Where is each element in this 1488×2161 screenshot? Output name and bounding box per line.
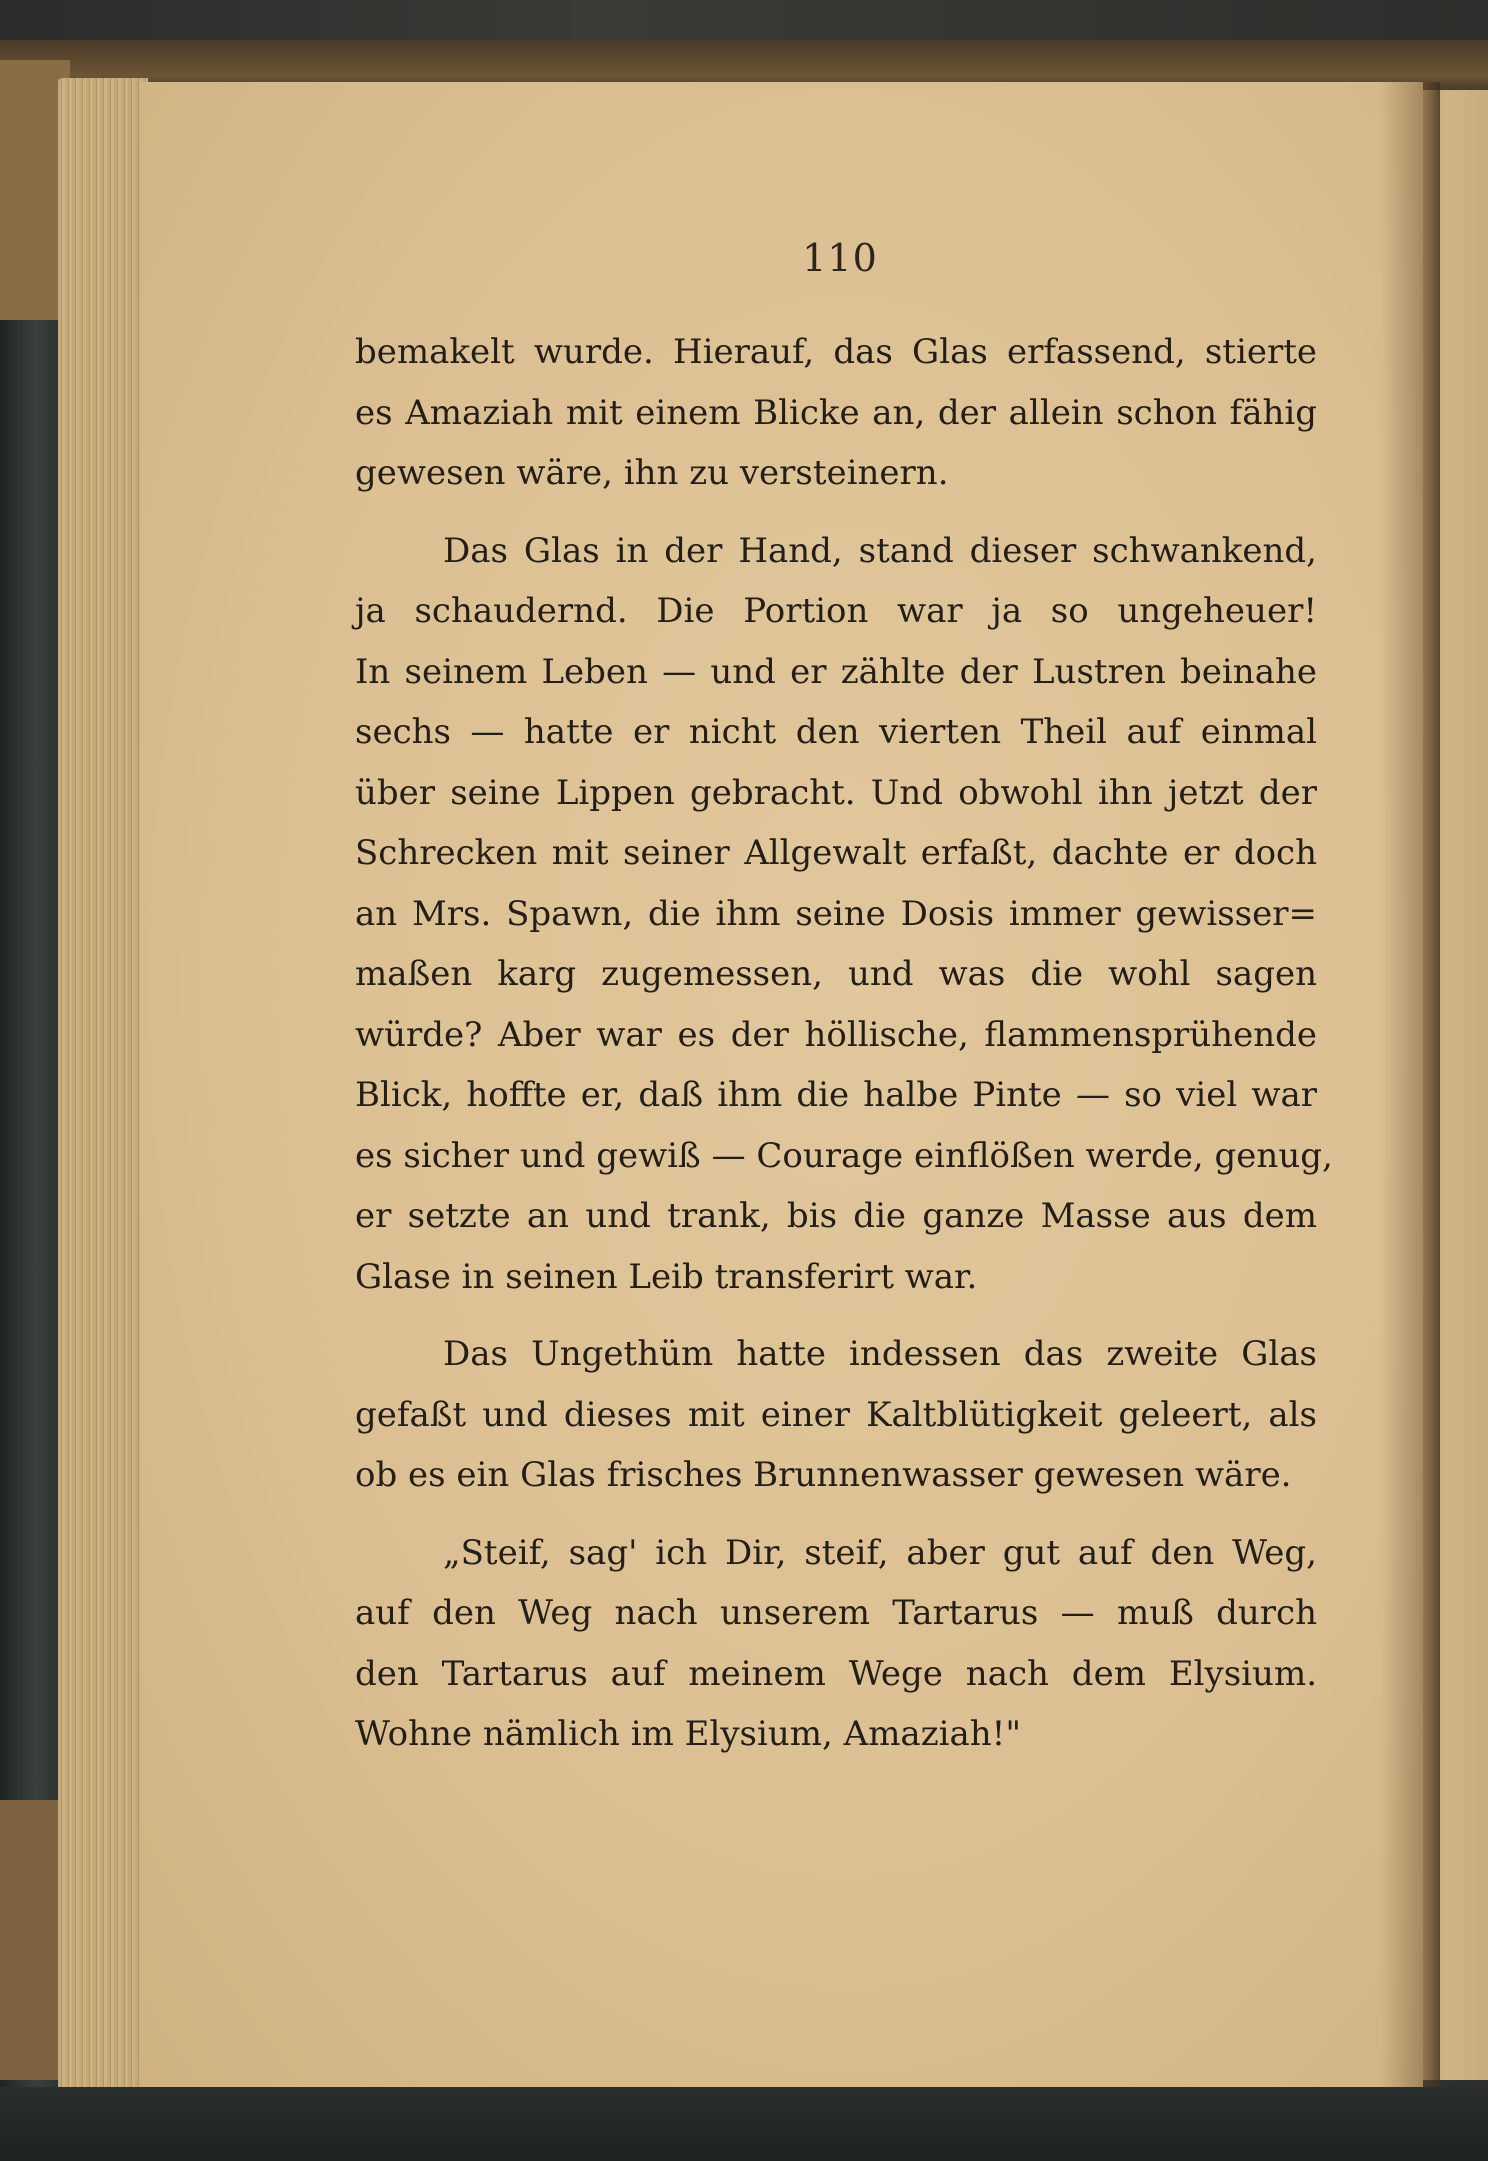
- text-line: Blick, hoffte er, daß ihm die halbe Pinte — so viel war: [355, 1075, 1317, 1115]
- text-line: Das Glas in der Hand, stand dieser schwankend,: [443, 530, 1317, 571]
- text-line: er setzte an und trank, bis die ganze Masse aus dem: [355, 1196, 1317, 1236]
- text-line: bemakelt wurde. Hierauf, das Glas erfassend, stierte: [355, 332, 1317, 372]
- text-line: es sicher und gewiß — Courage einflößen werde, genug,: [355, 1135, 1333, 1176]
- text-line: gefaßt und dieses mit einer Kaltblütigkeit geleert, als: [355, 1394, 1317, 1435]
- text-line: sechs — hatte er nicht den vierten Theil auf einmal: [355, 712, 1317, 752]
- gutter-shadow: [1380, 82, 1440, 2087]
- page-number: 110: [802, 236, 878, 280]
- text-line: gewesen wäre, ihn zu versteinern.: [355, 453, 949, 493]
- text-line: Das Ungethüm hatte indessen das zweite Glas: [443, 1334, 1317, 1374]
- text-line: maßen karg zugemessen, und was die wohl sagen: [355, 954, 1317, 994]
- text-line: den Tartarus auf meinem Wege nach dem Elysium.: [355, 1653, 1317, 1694]
- text-line: Glase in seinen Leib transferirt war.: [355, 1256, 978, 1297]
- text-line: „Steif, sag' ich Dir, steif, aber gut auf den Weg,: [443, 1532, 1317, 1573]
- paragraph-gap: [355, 1506, 1317, 1523]
- text-line: ob es ein Glas frisches Brunnenwasser gewesen wäre.: [355, 1455, 1292, 1495]
- paragraph-gap: [355, 1307, 1317, 1324]
- paragraph-gap: [355, 504, 1317, 521]
- page-edges-stack: [58, 78, 148, 2093]
- text-line: an Mrs. Spawn, die ihm seine Dosis immer gewisser=: [355, 893, 1317, 934]
- text-line: Wohne nämlich im Elysium, Amaziah!": [355, 1714, 1021, 1754]
- text-line: über seine Lippen gebracht. Und obwohl ihn jetzt der: [355, 772, 1317, 813]
- text-line: auf den Weg nach unserem Tartarus — muß durch: [355, 1593, 1317, 1633]
- text-line: Schrecken mit seiner Allgewalt erfaßt, dachte er doch: [355, 833, 1317, 873]
- paragraph: [355, 322, 1317, 504]
- cover-bottom-edge: [0, 2087, 1488, 2161]
- text-line: In seinem Leben — und er zählte der Lustren beinahe: [355, 651, 1317, 692]
- body-text: [355, 322, 1333, 1765]
- text-line: es Amaziah mit einem Blicke an, der allein schon fähig: [355, 392, 1317, 433]
- paragraph: [355, 1523, 1317, 1765]
- text-line: ja schaudernd. Die Portion war ja so ungeheuer!: [355, 591, 1317, 631]
- text-line: würde? Aber war es der höllische, flammensprühende: [355, 1014, 1317, 1055]
- paragraph: [355, 1324, 1317, 1506]
- paragraph: [355, 521, 1333, 1308]
